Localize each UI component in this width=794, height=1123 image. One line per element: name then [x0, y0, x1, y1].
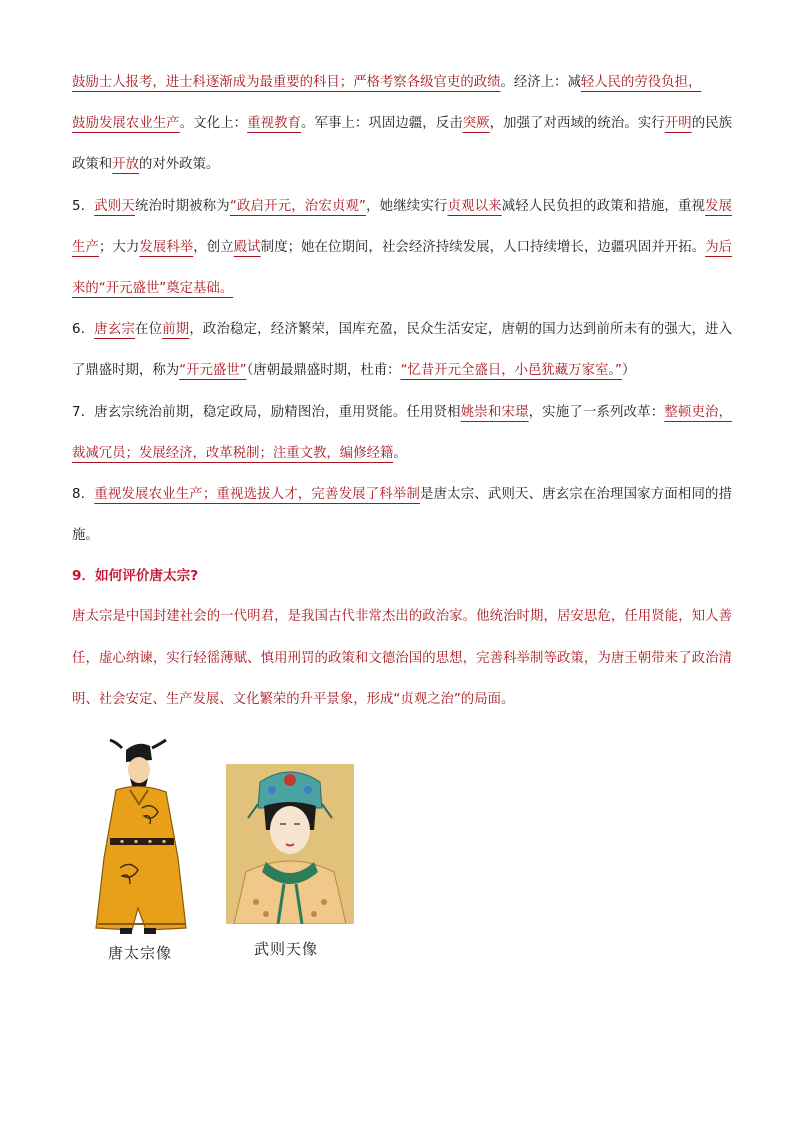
wu-zetian-caption: 武则天像 [254, 940, 319, 958]
item-number: 6． [72, 322, 95, 338]
underlined-text: 姚崇和宋璟 [460, 404, 529, 420]
plain-text: 。 [393, 445, 407, 461]
question-9-title: 9．如何评价唐太宗? [72, 568, 199, 585]
underlined-text: 为后来的“开元盛世”奠定基础。 [72, 239, 733, 297]
paragraph-item-6 [72, 309, 732, 391]
underlined-text: 开放 [112, 157, 139, 173]
underlined-text: 轻人民的劳役负担， [580, 75, 702, 90]
paragraph-item-7 [72, 392, 732, 474]
underlined-text: 开明 [664, 116, 692, 132]
paragraph-item-5 [72, 186, 732, 310]
plain-text: （唐朝最鼎盛时期，杜甫： [246, 363, 401, 379]
plain-text: 的对外政策。 [138, 157, 220, 173]
plain-text: 是唐太宗、武则天、唐玄宗在治理国家方面相同的措施。 [72, 487, 732, 544]
underlined-text: 发展科举 [139, 239, 194, 255]
paragraph-item-8 [72, 474, 732, 556]
underlined-text: 贞观以来 [447, 198, 502, 214]
underlined-text: 重视教育 [247, 116, 302, 132]
tang-taizong-caption: 唐太宗像 [108, 944, 173, 962]
plain-text: ） [622, 363, 636, 379]
plain-text: ，加强了对西域的统治。实行 [489, 116, 665, 132]
plain-text: 制度；她在位期间，社会经济持续发展，人口持续增长，边疆巩固并开拓。 [260, 239, 706, 255]
plain-text: 唐玄宗统治前期，稳定政局，励精图治，重用贤能。任用贤相 [94, 404, 461, 420]
plain-text: ，政治稳定，经济繁荣，国库充盈，民众生活安定，唐朝的国力达到前所未有的强大，进入了鼎盛时期，称为 [72, 322, 733, 379]
question-9-answer: 唐太宗是中国封建社会的一代明君，是我国古代非常杰出的政治家。他统治时期，居安思危，任用贤能，知人善任，虚心纳谏，实行轻徭薄赋、慎用刑罚的政策和文德治国的思想，完善科举制等政策，为唐王朝带来了政治清明、社会安定、生产发展、文化繁荣的升平景象，形成“贞观之治”的局面。 [72, 609, 732, 708]
underlined-text: 整顿吏治，裁减冗员；发展经济，改革税制；注重文教，编修经籍 [72, 404, 733, 461]
plain-text: 的民族政策和 [72, 116, 733, 173]
underlined-text: 重视发展农业生产；重视选拔人才，完善发展了科举制 [94, 487, 421, 503]
underlined-text: “政启开元，治宏贞观” [229, 198, 366, 214]
plain-text: 减轻人民负担的政策和措施，重视 [501, 198, 706, 214]
plain-text: ；大力 [98, 239, 140, 255]
plain-text: 。文化上： [179, 116, 248, 132]
item-number: 8． [72, 487, 95, 503]
plain-text: 在位 [135, 322, 163, 338]
underlined-text: 殿试 [233, 239, 261, 255]
item-number: 7． [72, 404, 95, 420]
plain-text: ，她继续实行 [365, 198, 448, 214]
paragraph-tang-taizong-policies [72, 62, 732, 186]
document-page [72, 62, 732, 721]
underlined-text: 唐玄宗 [94, 322, 135, 338]
underlined-text: 突厥 [462, 116, 490, 132]
item-number: 5． [72, 198, 95, 214]
underlined-text: 鼓励士人报考，进士科逐渐成为最重要的科目；严格考察各级官吏的政绩 [72, 75, 501, 90]
underlined-text: 鼓励发展农业生产 [72, 116, 180, 132]
underlined-text: “忆昔开元全盛日，小邑犹藏万家室。” [400, 363, 622, 379]
plain-text: 统治时期被称为 [134, 198, 230, 214]
wu-zetian-portrait-image [226, 764, 354, 924]
underlined-text: “开元盛世” [179, 363, 247, 379]
plain-text: ，实施了一系列改革： [528, 404, 665, 420]
plain-text: 。军事上：巩固边疆，反击 [301, 116, 463, 132]
underlined-text: 发展生产 [72, 198, 733, 255]
plain-text: 。经济上：减 [500, 75, 581, 90]
underlined-text: 武则天 [94, 198, 135, 214]
plain-text: ，创立 [193, 239, 234, 255]
tang-taizong-portrait-image [86, 738, 198, 934]
underlined-text: 前期 [162, 322, 190, 338]
